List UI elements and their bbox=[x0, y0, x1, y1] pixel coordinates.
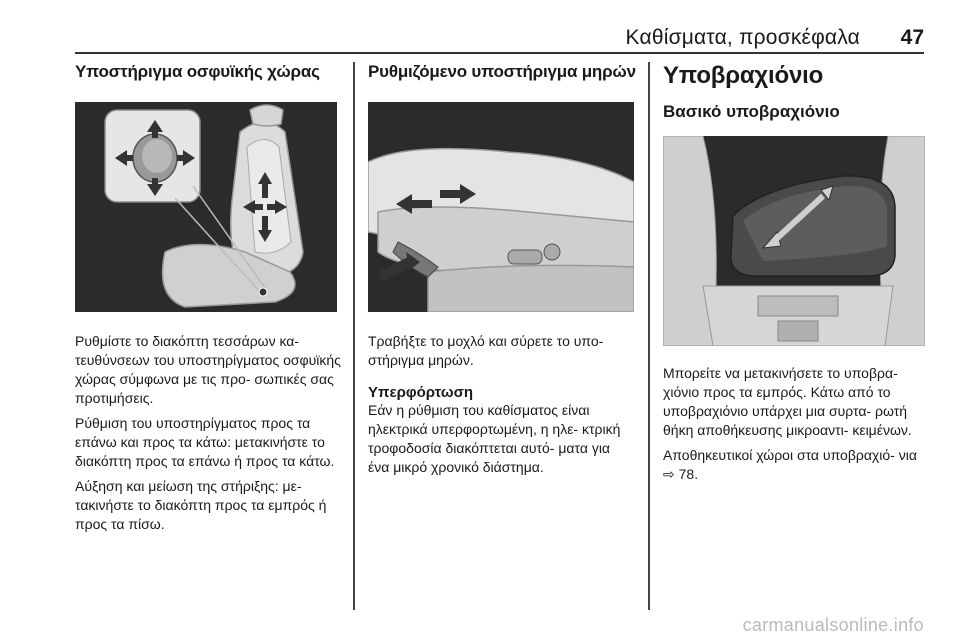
paragraph: Εάν η ρύθμιση του καθίσματος είναι ηλεκτρικά υπερφορτωμένη, η ηλε- κτρική τροφοδοσία διακόπτεται αυτό- ματα για ένα μικρό χρονικό διάστημα. bbox=[368, 402, 621, 475]
crossref-paragraph bbox=[663, 446, 925, 484]
header-title: Καθίσματα, προσκέφαλα bbox=[625, 26, 860, 49]
armrest-text bbox=[663, 364, 925, 484]
lumbar-support-section bbox=[75, 62, 343, 540]
paragraph: Ρυθμίστε το διακόπτη τεσσάρων κα- τευθύνσεων του υποστηρίγματος οσφυϊκής χώρας σύμφωνα με τις προ- σωπικές σας προτιμήσεις. bbox=[75, 333, 341, 406]
paragraph: Ρύθμιση του υποστηρίγματος προς τα επάνω και προς τα κάτω: μετακινήστε το διακόπτη προς τα επάνω ή προς τα κάτω. bbox=[75, 415, 335, 469]
crossref-text: Αποθηκευτικοί χώροι στα υποβραχιό- νια bbox=[663, 447, 917, 463]
thigh-support-figure bbox=[368, 102, 634, 312]
paragraph: Αύξηση και μείωση της στήριξης: με- τακινήστε το διακόπτη προς τα εμπρός ή προς τα πίσω. bbox=[75, 478, 327, 532]
page-number: 47 bbox=[900, 26, 924, 49]
armrest-figure bbox=[663, 136, 925, 346]
armrest-section bbox=[663, 62, 925, 490]
armrest-heading: Υποβραχιόνιο bbox=[663, 62, 824, 89]
paragraph: Τραβήξτε το μοχλό και σύρετε το υπο- στήριγμα μηρών. bbox=[368, 333, 604, 368]
paragraph: Μπορείτε να μετακινήσετε το υποβρα- χιόνιο προς τα εμπρός. Κάτω από το υποβραχιόνιο υπάρχει μια συρτα- ρωτή θήκη αποθήκευσης μικροαντι- κειμένων. bbox=[663, 365, 912, 438]
thigh-support-text bbox=[368, 332, 634, 477]
column-divider-1 bbox=[353, 62, 355, 610]
basic-armrest-subheading: Βασικό υποβραχιόνιο bbox=[663, 102, 840, 121]
crossref-page[interactable]: 78. bbox=[678, 466, 699, 482]
crossref-arrow-icon[interactable]: ⇨ bbox=[663, 466, 675, 482]
thigh-support-section bbox=[368, 62, 634, 483]
lumbar-support-figure bbox=[75, 102, 337, 312]
column-divider-2 bbox=[648, 62, 650, 610]
overload-heading: Υπερφόρτωση bbox=[368, 384, 474, 401]
watermark: carmanualsonline.info bbox=[742, 615, 924, 635]
lumbar-support-text bbox=[75, 332, 343, 534]
header-rule bbox=[75, 52, 924, 54]
thigh-support-heading: Ρυθμιζόμενο υποστήριγμα μηρών bbox=[368, 62, 636, 81]
lumbar-support-heading: Υποστήριγμα οσφυϊκής χώρας bbox=[75, 62, 320, 81]
